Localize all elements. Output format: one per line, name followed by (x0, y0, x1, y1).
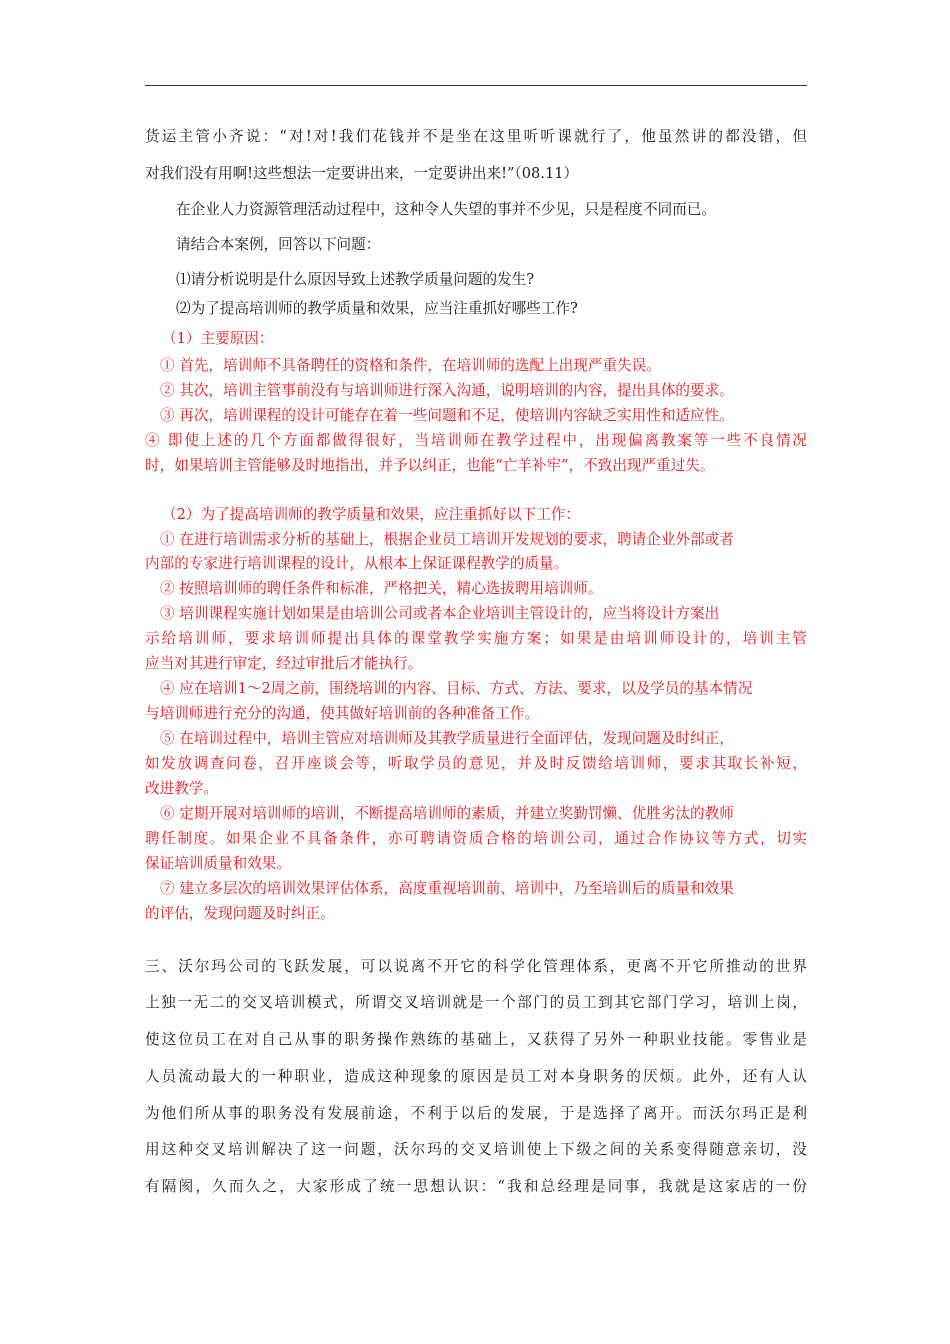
answer1-line: ① 首先，培训师不具备聘任的资格和条件，在培训师的选配上出现严重失误。 (160, 357, 661, 374)
answer2-line: 如发放调查问卷，召开座谈会等，听取学员的意见，并及时反馈给培训师，要求其取长补短， (145, 755, 807, 772)
section3-line: 使这位员工在对自己从事的职务操作熟练的基础上，又获得了另外一种职业技能。零售业是 (145, 1031, 807, 1048)
answer1-line: ④ 即使上述的几个方面都做得很好，当培训师在教学过程中，出现偏离教案等一些不良情况 (145, 432, 807, 449)
answer2-line: 内部的专家进行培训课程的设计，从根本上保证课程教学的质量。 (145, 555, 569, 572)
answer1-heading: （1）主要原因： (162, 330, 274, 347)
answer2-line: ⑥ 定期开展对培训师的培训，不断提高培训师的素质，并建立奖勤罚懒、优胜劣汰的教师 (160, 805, 734, 822)
answer2-line: ⑦ 建立多层次的培训效果评估体系，高度重视培训前、培训中，乃至培训后的质量和效果 (160, 880, 734, 897)
answer2-line: 应当对其进行审定，经过审批后才能执行。 (145, 655, 423, 672)
answer2-line: 改进教学。 (145, 780, 218, 797)
section3-line: 三、沃尔玛公司的飞跃发展，可以说离不开它的科学化管理体系，更离不开它所推动的世界 (145, 958, 807, 975)
answer2-line: 与培训师进行充分的沟通，使其做好培训前的各种准备工作。 (145, 705, 540, 722)
answer2-line: 示给培训师，要求培训师提出具体的课堂教学实施方案；如果是由培训师设计的，培训主管 (145, 630, 807, 647)
answer1-line: ② 其次，培训主管事前没有与培训师进行深入沟通，说明培训的内容，提出具体的要求。 (160, 382, 734, 399)
answer1-line: 时，如果培训主管能够及时地指出，并予以纠正，也能“亡羊补牢”，不致出现严重过失。 (145, 457, 715, 474)
intro-line-3: 在企业人力资源管理活动过程中，这种令人失望的事并不少见，只是程度不同而已。 (176, 201, 716, 218)
intro-line-4: 请结合本案例，回答以下问题： (176, 236, 381, 253)
section3-line: 为他们所从事的职务没有发展前途，不利于以后的发展，于是选择了离开。而沃尔玛正是利 (145, 1105, 807, 1122)
answer2-line: 保证培训质量和效果。 (145, 855, 291, 872)
answer1-line: ③ 再次，培训课程的设计可能存在着一些问题和不足，使培训内容缺乏实用性和适应性。 (160, 407, 734, 424)
section3-line: 有隔阂，久而久之，大家形成了统一思想认识：“我和总经理是同事，我就是这家店的一份 (145, 1178, 807, 1195)
answer2-line: ⑤ 在培训过程中，培训主管应对培训师及其教学质量进行全面评估，发现问题及时纠正， (160, 730, 734, 747)
answer2-line: ③ 培训课程实施计划如果是由培训公司或者本企业培训主管设计的，应当将设计方案出 (160, 605, 720, 622)
section3-line: 人员流动最大的一种职业，造成这种现象的原因是员工对本身职务的厌烦。此外，还有人认 (145, 1068, 807, 1085)
answer2-heading: （2）为了提高培训师的教学质量和效果，应注重抓好以下工作： (162, 506, 580, 523)
section3-line: 上独一无二的交叉培训模式，所谓交叉培训就是一个部门的员工到其它部门学习，培训上岗， (145, 994, 807, 1011)
answer2-line: ① 在进行培训需求分析的基础上，根据企业员工培训开发规划的要求，聘请企业外部或者 (160, 531, 734, 548)
answer2-line: ② 按照培训师的聘任条件和标准，严格把关，精心选拔聘用培训师。 (160, 580, 603, 597)
question-1: ⑴请分析说明是什么原因导致上述教学质量问题的发生? (176, 271, 535, 288)
section3-line: 用这种交叉培训解决了这一问题，沃尔玛的交叉培训使上下级之间的关系变得随意亲切，没 (145, 1141, 807, 1158)
answer2-line: 的评估，发现问题及时纠正。 (145, 905, 335, 922)
intro-line-1: 货运主管小齐说：“对!对!我们花钱并不是坐在这里听听课就行了，他虽然讲的都没错，但 (145, 128, 807, 145)
question-2: ⑵为了提高培训师的教学质量和效果，应当注重抓好哪些工作? (176, 300, 578, 317)
answer2-line: ④ 应在培训1～2周之前，围绕培训的内容、目标、方式、方法、要求，以及学员的基本情况 (160, 680, 753, 697)
header-rule (145, 85, 807, 86)
intro-line-2: 对我们没有用啊!这些想法一定要讲出来，一定要讲出来!”（08.11） (145, 165, 579, 182)
answer2-line: 聘任制度。如果企业不具备条件，亦可聘请资质合格的培训公司，通过合作协议等方式，切实 (145, 830, 807, 847)
